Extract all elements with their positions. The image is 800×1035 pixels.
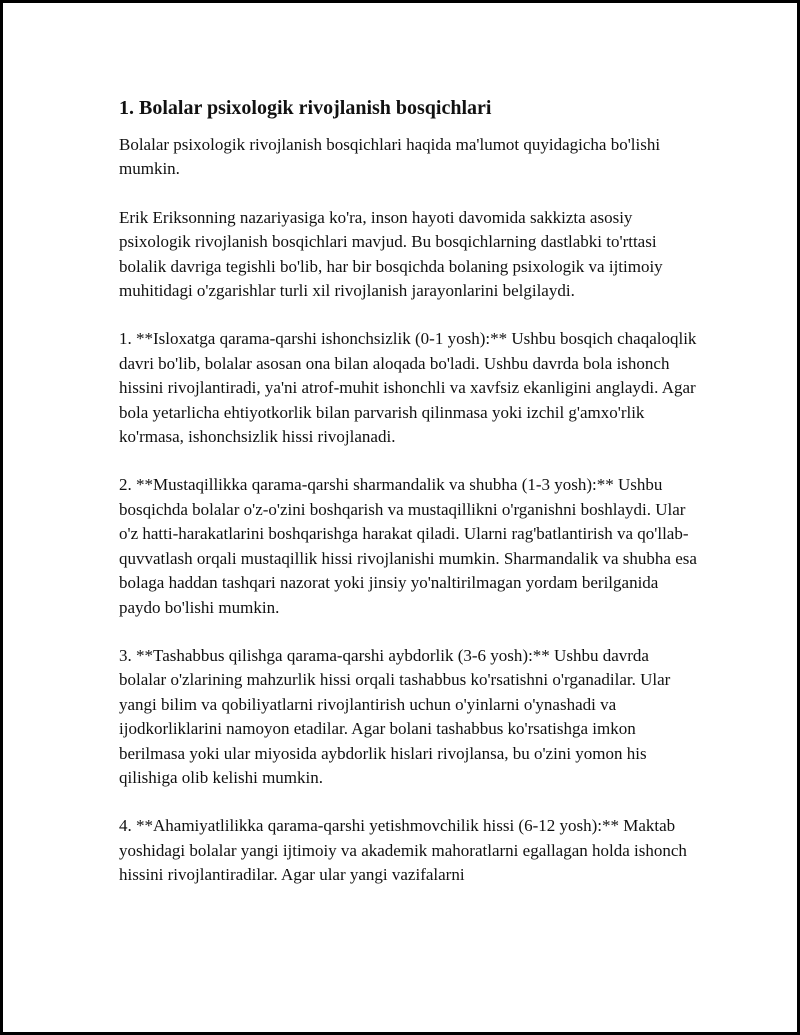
paragraph-stage-3: 3. **Tashabbus qilishga qarama-qarshi aybdorlik (3-6 yosh):** Ushbu davrda bolalar o'zlarining mahzurlik hissi orqali tashabbus ko'rsatishni o'rganadilar. Ular yangi bilim va qobiliyatlarni rivojlantirish uchun o'yinlarni o'ynashadi va ijodkorliklarini namoyon etadilar. Agar bolani tashabbus ko'rsatishga imkon berilmasa yoki ular miyosida aybdorlik hislari rivojlansa, bu o'zini yomon his qilishiga olib kelishi mumkin.	[119, 645, 671, 787]
document-body	[119, 95, 699, 912]
paragraph-stage-2: 2. **Mustaqillikka qarama-qarshi sharmandalik va shubha (1-3 yosh):** Ushbu bosqichda bolalar o'z-o'zini boshqarish va mustaqillikni o'rganishni boshlaydi. Ular o'z hatti-harakatlarini boshqarishga harakat qiladi. Ularni rag'batlantirish va qo'llab-quvvatlash orqali mustaqillik hissi rivojlanishi mumkin. Sharmandalik va shubha esa bolaga haddan tashqari nazorat yoki jinsiy yo'naltirilmagan yordam berilganida paydo bo'lishi mumkin.	[119, 475, 697, 617]
paragraph-stage-4: 4. **Ahamiyatlilikka qarama-qarshi yetishmovchilik hissi (6-12 yosh):** Maktab yoshidagi bolalar yangi ijtimoiy va akademik mahoratlarni egallagan holda ishonch hissini rivojlantiradilar. Agar ular yangi vazifalarni	[119, 816, 687, 885]
document-title: 1. Bolalar psixologik rivojlanish bosqichlari	[119, 97, 492, 119]
paragraph-intro: Bolalar psixologik rivojlanish bosqichlari haqida ma'lumot quyidagicha bo'lishi mumkin.	[119, 135, 661, 179]
paragraph-erikson: Erik Eriksonning nazariyasiga ko'ra, inson hayoti davomida sakkizta asosiy psixologik rivojlanish bosqichlari mavjud. Bu bosqichlarning dastlabki to'rttasi bolalik davriga tegishli bo'lib, har bir bosqichda bolaning psixologik va ijtimoiy muhitidagi o'zgarishlar turli xil rivojlanish jarayonlarini belgilaydi.	[119, 207, 663, 301]
paragraph-stage-1: 1. **Isloxatga qarama-qarshi ishonchsizlik (0-1 yosh):** Ushbu bosqich chaqaloqlik davri bo'lib, bolalar asosan ona bilan aloqada bo'ladi. Ushbu davrda bola ishonch hissini rivojlantiradi, ya'ni atrof-muhit ishonchli va xavfsiz ekanligini anglaydi. Agar bola yetarlicha ehtiyotkorlik bilan parvarish qilinmasa yoki izchil g'amxo'rlik ko'rmasa, ishonchsizlik hissi rivojlanadi.	[119, 329, 697, 447]
